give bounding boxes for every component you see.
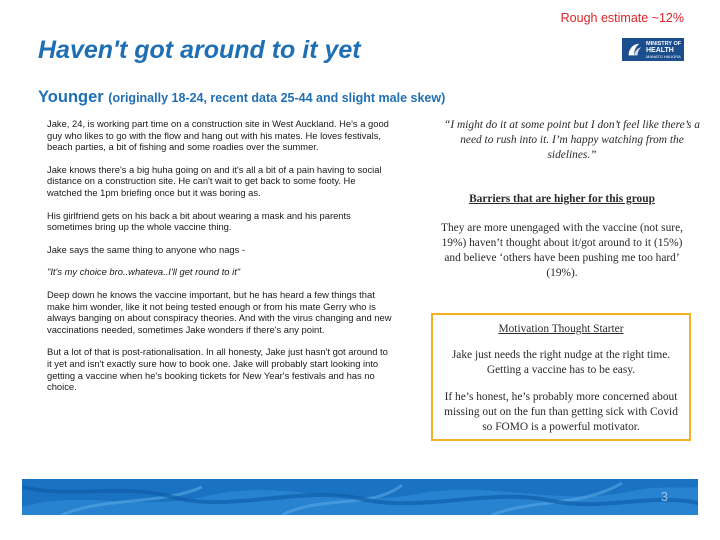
story-paragraph: Jake, 24, is working part time on a construction site in West Auckland. He's a good guy who likes to go with the flow and hang out with his mates. He loves festivals, beach parties, a bit of fishing and some roadies over the summer. bbox=[47, 118, 389, 153]
ministry-logo bbox=[622, 38, 684, 61]
segment-note: (originally 18-24, recent data 25-44 and slight male skew) bbox=[108, 91, 446, 105]
segment-name: Younger bbox=[38, 88, 104, 106]
persona-quote: “I might do it at some point but I don’t feel like there’s a need to rush into it. I’m happy watching from the sidelines.” bbox=[444, 119, 700, 161]
logo-text: MINISTRY OF HEALTH MANATŪ HAUORA bbox=[646, 40, 682, 59]
barriers-text: They are more unengaged with the vaccine (not sure, 19%) haven’t thought about it/got around to it (15%) and believe ‘others have been pushing me too hard’ (19%). bbox=[441, 222, 683, 279]
motivation-heading: Motivation Thought Starter bbox=[498, 323, 624, 335]
persona-story bbox=[47, 118, 392, 404]
story-paragraph: Deep down he knows the vaccine important, but he has heard a few things that make him wonder, like it not being tested enough or from his mate Gerry who is always banging on about conspiracy theories. And with the virus changing and new vaccinations needed, sometimes Jake wonders if there's any point. bbox=[47, 288, 392, 335]
story-paragraph: Jake knows there's a big huha going on and it's all a bit of a pain having to social distance on a construction site. He can't wait to get back to some footy. He watched the 1pm briefing once but it was boring as. bbox=[47, 163, 382, 198]
story-paragraph: But a lot of that is post-rationalisation. In all honesty, Jake just hasn't got around to it yet and isn't exactly sure how to book one. Jake will probably start looking into getting a vaccine when he's booking tickets for New Year's festivals and has no choice. bbox=[47, 346, 388, 393]
segment-subtitle bbox=[38, 88, 445, 107]
motivation-box bbox=[431, 313, 691, 441]
fern-logo-icon bbox=[625, 41, 643, 59]
story-paragraph: Jake says the same thing to anyone who nags - bbox=[47, 243, 246, 255]
motivation-paragraph: If he’s honest, he’s probably more concerned about missing out on the fun than getting sick with Covid so FOMO is a powerful motivator. bbox=[444, 391, 678, 433]
motivation-paragraph: Jake just needs the right nudge at the right time. Getting a vaccine has to be easy. bbox=[451, 349, 671, 376]
story-quote: "It's my choice bro..whateva..I'll get round to it" bbox=[47, 266, 241, 278]
page-number: 3 bbox=[660, 489, 668, 504]
footer-wave-band bbox=[22, 479, 698, 515]
story-paragraph: His girlfriend gets on his back a bit about wearing a mask and his parents sometimes bring up the whole vaccine thing. bbox=[47, 209, 351, 233]
slide-title: Haven't got around to it yet bbox=[38, 36, 361, 64]
barriers-heading: Barriers that are higher for this group bbox=[469, 193, 655, 205]
estimate-note: Rough estimate ~12% bbox=[560, 11, 684, 25]
